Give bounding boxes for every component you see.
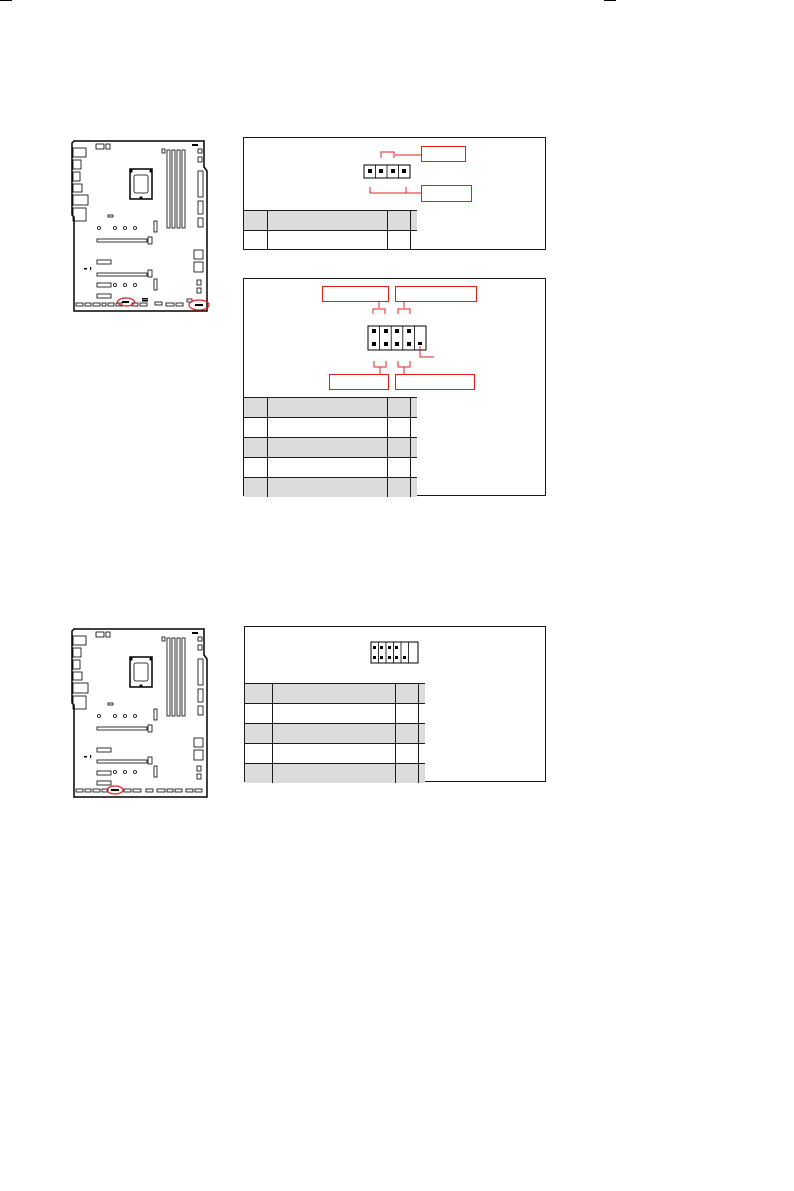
motherboard-illustration-1 xyxy=(70,137,210,315)
table-row xyxy=(244,211,417,231)
table-row xyxy=(244,398,417,418)
table-row xyxy=(245,684,425,704)
pinout-table-2 xyxy=(244,397,417,497)
pinout-panel-2 xyxy=(243,278,546,496)
table-row xyxy=(244,458,417,478)
crop-mark-top-right xyxy=(604,0,616,1)
table-row xyxy=(245,704,425,724)
table-row xyxy=(244,231,417,251)
pinout-panel-1 xyxy=(243,137,546,250)
table-row xyxy=(244,438,417,458)
pinout-table-3 xyxy=(245,683,425,783)
table-row xyxy=(244,478,417,498)
table-row xyxy=(245,744,425,764)
pinout-panel-3 xyxy=(244,626,546,782)
table-row xyxy=(245,724,425,744)
crop-mark-top-left xyxy=(0,0,12,1)
table-row xyxy=(244,418,417,438)
pinout-table-1 xyxy=(244,210,417,250)
table-row xyxy=(245,764,425,784)
motherboard-illustration-2 xyxy=(70,625,210,801)
